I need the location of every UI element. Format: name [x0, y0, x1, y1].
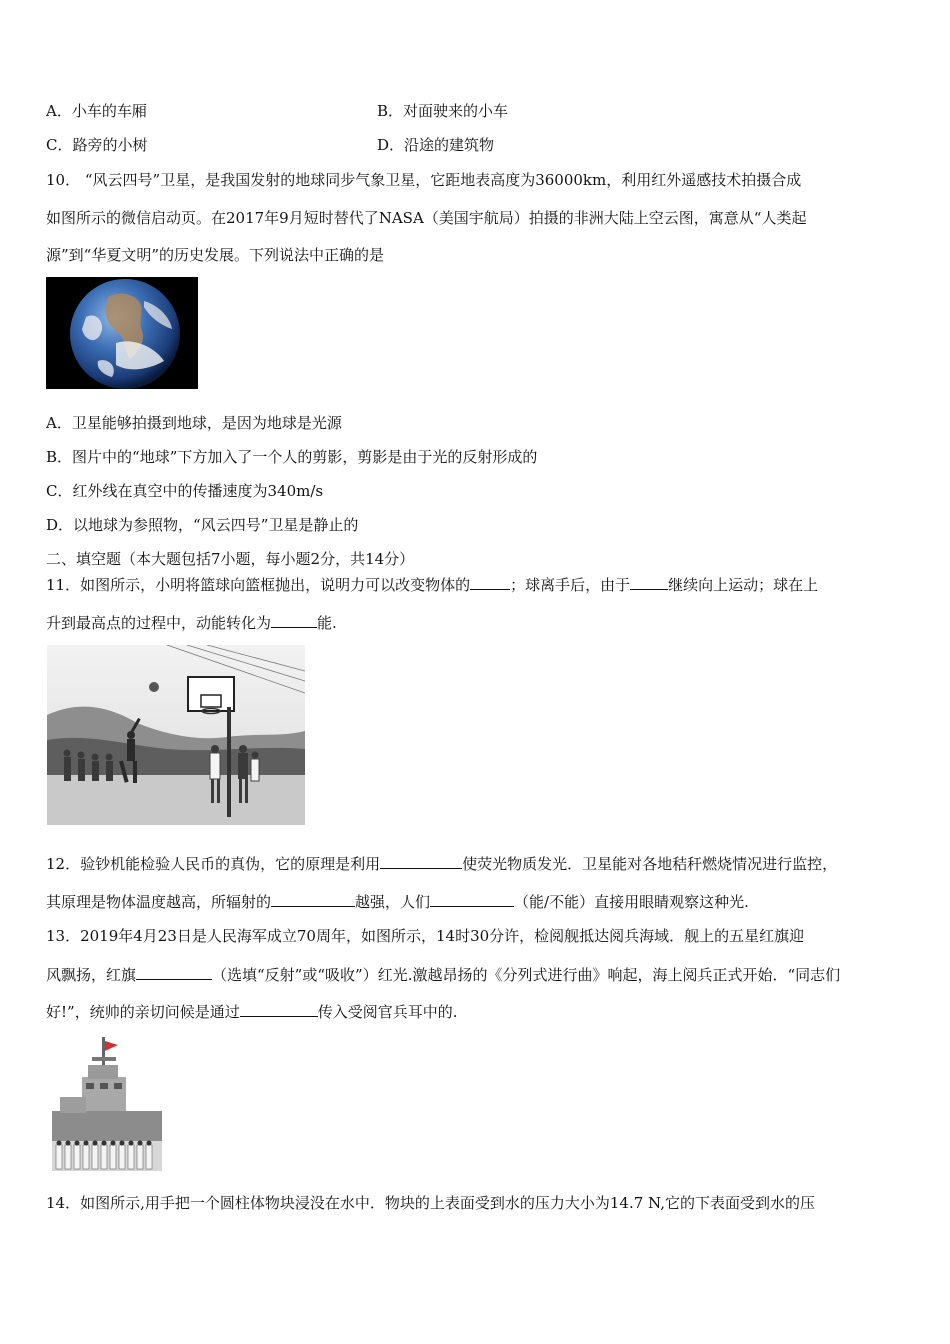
q9-option-d: D．沿途的建筑物 — [377, 136, 495, 154]
q11-blank-1 — [470, 574, 510, 590]
q13-text: 传入受阅官兵耳中的. — [317, 1003, 458, 1021]
q13-text: （选填“反射”或“吸收”）红光.激越昂扬的《分列式进行曲》响起，海上阅兵正式开始．“同志们 — [212, 966, 841, 984]
q14-line-1: 14．如图所示,用手把一个圆柱体物块浸没在水中．物块的上表面受到水的压力大小为14.7 N,它的下表面受到水的压 — [46, 1194, 815, 1212]
q12-blank-2 — [271, 891, 355, 907]
q12-text: 使荧光物质发光．卫星能对各地秸秆燃烧情况进行监控， — [462, 855, 838, 873]
q10-option-b: B．图片中的“地球”下方加入了一个人的剪影，剪影是由于光的反射形成的 — [46, 448, 538, 466]
q10-stem-line-3: 源”到“华夏文明”的历史发展。下列说法中正确的是 — [46, 246, 385, 264]
warship-photo — [52, 1037, 162, 1171]
q11-text: 继续向上运动；球在上 — [668, 576, 819, 594]
q12-line-2 — [46, 891, 749, 912]
q10-option-a: A．卫星能够拍摄到地球，是因为地球是光源 — [46, 414, 342, 432]
q13-blank-1 — [136, 964, 212, 980]
q9-option-c: C．路旁的小树 — [46, 136, 148, 154]
earth-image — [46, 277, 198, 389]
q11-blank-3 — [271, 612, 317, 628]
q12-text: （能/不能）直接用眼睛观察这种光. — [514, 893, 749, 911]
q10-stem-line-1: 10． “风云四号”卫星，是我国发射的地球同步气象卫星，它距地表高度为36000km，利用红外遥感技术拍摄合成 — [46, 171, 802, 189]
q12-text: 越强，人们 — [355, 893, 431, 911]
q12-text: 其原理是物体温度越高，所辐射的 — [46, 893, 272, 911]
q13-line-2 — [46, 964, 840, 985]
q11-text: ；球离手后，由于 — [510, 576, 631, 594]
q11-blank-2 — [630, 574, 668, 590]
q9-option-b: B．对面驶来的小车 — [377, 102, 509, 120]
q12-text: 12．验钞机能检验人民币的真伪，它的原理是利用 — [46, 855, 381, 873]
q12-blank-1 — [380, 853, 462, 869]
q11-text: 能. — [317, 614, 337, 632]
basketball-photo — [47, 645, 305, 825]
q13-text: 好!”，统帅的亲切问候是通过 — [46, 1003, 240, 1021]
q10-option-d: D．以地球为参照物，“风云四号”卫星是静止的 — [46, 516, 359, 534]
q13-text: 风飘扬，红旗 — [46, 966, 137, 984]
q13-line-1: 13．2019年4月23日是人民海军成立70周年，如图所示，14时30分许，检阅舰抵达阅兵海域．舰上的五星红旗迎 — [46, 927, 805, 945]
q11-line-2 — [46, 612, 337, 633]
section-heading: 二、填空题（本大题包括7小题，每小题2分，共14分） — [46, 550, 415, 568]
q11-line-1 — [46, 574, 818, 595]
q11-text: 11．如图所示，小明将篮球向篮框抛出，说明力可以改变物体的 — [46, 576, 471, 594]
q10-stem-line-2: 如图所示的微信启动页。在2017年9月短时替代了NASA（美国宇航局）拍摄的非洲大陆上空云图，寓意从“人类起 — [46, 209, 807, 227]
q10-option-c: C．红外线在真空中的传播速度为340m/s — [46, 482, 324, 500]
q11-text: 升到最高点的过程中，动能转化为 — [46, 614, 272, 632]
q13-blank-2 — [240, 1001, 318, 1017]
q13-line-3 — [46, 1001, 457, 1022]
q12-line-1 — [46, 853, 837, 874]
q9-option-a: A．小车的车厢 — [46, 102, 147, 120]
q12-blank-3 — [430, 891, 514, 907]
